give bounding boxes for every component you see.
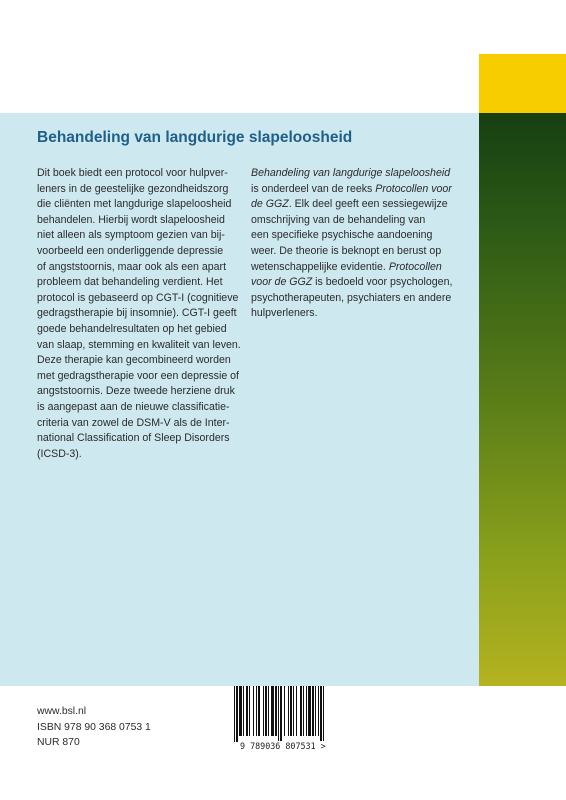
text-line	[251, 275, 463, 291]
barcode-bar	[275, 686, 277, 736]
barcode-digits: 9 789036 807531 >	[240, 741, 326, 751]
text-line: behandelen. Hierbij wordt slapeloosheid	[37, 213, 225, 226]
barcode-bar	[246, 686, 248, 736]
series-name-text: voor de GGZ	[251, 276, 313, 289]
barcode-bar	[284, 686, 285, 736]
yellow-stripe	[479, 54, 566, 114]
nur-code: NUR 870	[37, 737, 80, 749]
text-line: omschrijving van de behandeling van	[251, 213, 426, 226]
text-line: weer. De theorie is beknopt en berust op	[251, 244, 442, 257]
series-title-text: Behandeling van langdurige slapeloosheid	[251, 167, 451, 179]
barcode-bar	[258, 686, 260, 736]
barcode-bar	[312, 686, 314, 736]
text-line	[251, 260, 463, 276]
barcode-bar	[271, 686, 274, 736]
barcode-bar	[253, 686, 254, 736]
barcode-bar	[323, 686, 324, 742]
isbn-number: ISBN 978 90 368 0753 1	[37, 721, 151, 733]
text-line: hulpverleners.	[251, 307, 318, 320]
text-line: met gedragstherapie voor een depressie of	[37, 369, 239, 382]
text-line	[251, 166, 463, 182]
barcode-bar	[236, 686, 238, 742]
barcode-bar	[249, 686, 250, 736]
barcode-bars	[230, 686, 350, 742]
barcode-bar	[265, 686, 267, 736]
website-url[interactable]: www.bsl.nl	[37, 706, 87, 717]
barcode-bar	[306, 686, 307, 736]
barcode-bar	[318, 686, 319, 736]
barcode-bar	[268, 686, 269, 736]
text-fragment: is bedoeld voor psychologen,	[312, 276, 453, 289]
barcode-bar	[278, 686, 279, 742]
text-line: goede behandelresultaten op het gebied	[37, 322, 227, 335]
text-line: een specifieke psychische aandoening	[251, 229, 433, 242]
text-line: Dit boek biedt een protocol voor hulpver-	[37, 167, 228, 179]
text-line	[251, 182, 463, 198]
series-name-text: de GGZ	[251, 198, 289, 211]
barcode-bar	[280, 686, 282, 742]
book-title: Behandeling van langdurige slapeloosheid	[37, 129, 353, 146]
barcode-bar	[263, 686, 264, 736]
barcode-bar	[239, 686, 242, 736]
barcode-bar	[308, 686, 311, 736]
text-line: criteria van zowel de DSM-V als de Inter-	[37, 416, 230, 429]
series-name-text: Protocollen voor	[375, 182, 452, 195]
description-left-column	[37, 166, 243, 462]
text-line: protocol is gebaseerd op CGT-I (cognitieve	[37, 291, 239, 304]
barcode-bar	[290, 686, 292, 736]
green-gradient-stripe	[479, 113, 566, 686]
text-line: gedragstherapie bij insomnie). CGT-I geeft	[37, 307, 237, 320]
text-line: voorbeeld een onderliggende depressie	[37, 244, 224, 257]
text-fragment: . Elk deel geeft een sessiegewijze	[288, 198, 448, 211]
barcode-bar	[303, 686, 304, 736]
barcode-bar	[234, 686, 235, 742]
text-fragment: wetenschappelijke evidentie.	[251, 260, 389, 273]
text-line	[251, 197, 463, 213]
series-name-text: Protocollen	[388, 260, 442, 273]
text-line: of angststoornis, maar ook als een apart	[37, 260, 227, 273]
barcode-bar	[315, 686, 316, 736]
text-fragment: is onderdeel van de reeks	[251, 182, 376, 195]
description-right-column	[251, 166, 463, 322]
text-line: probleem dat behandeling verdient. Het	[37, 276, 223, 289]
text-line: van slaap, stemming en kwaliteit van leven.	[37, 338, 241, 351]
text-line: die cliënten met langdurige slapeloosheid	[37, 198, 232, 211]
text-line: national Classification of Sleep Disorders	[37, 432, 230, 445]
barcode-bar	[243, 686, 244, 736]
barcode-bar	[256, 686, 257, 736]
text-line: Deze therapie kan gecombineerd worden	[37, 354, 231, 367]
publication-info	[37, 704, 151, 751]
text-line: psychotherapeuten, psychiaters en andere	[251, 291, 452, 304]
text-line: is aangepast aan de nieuwe classificatie-	[37, 400, 230, 413]
barcode-bar	[296, 686, 297, 736]
barcode-bar	[320, 686, 322, 742]
text-line: (ICSD-3).	[37, 447, 82, 460]
text-line: niet alleen als symptoom gezien van bij-	[37, 229, 225, 242]
text-line: angststoornis. Deze tweede herziene druk	[37, 385, 235, 398]
barcode-bar	[300, 686, 302, 736]
barcode-bar	[293, 686, 294, 736]
text-line: leners in de geestelijke gezondheidszorg	[37, 182, 229, 195]
barcode-bar	[288, 686, 289, 736]
